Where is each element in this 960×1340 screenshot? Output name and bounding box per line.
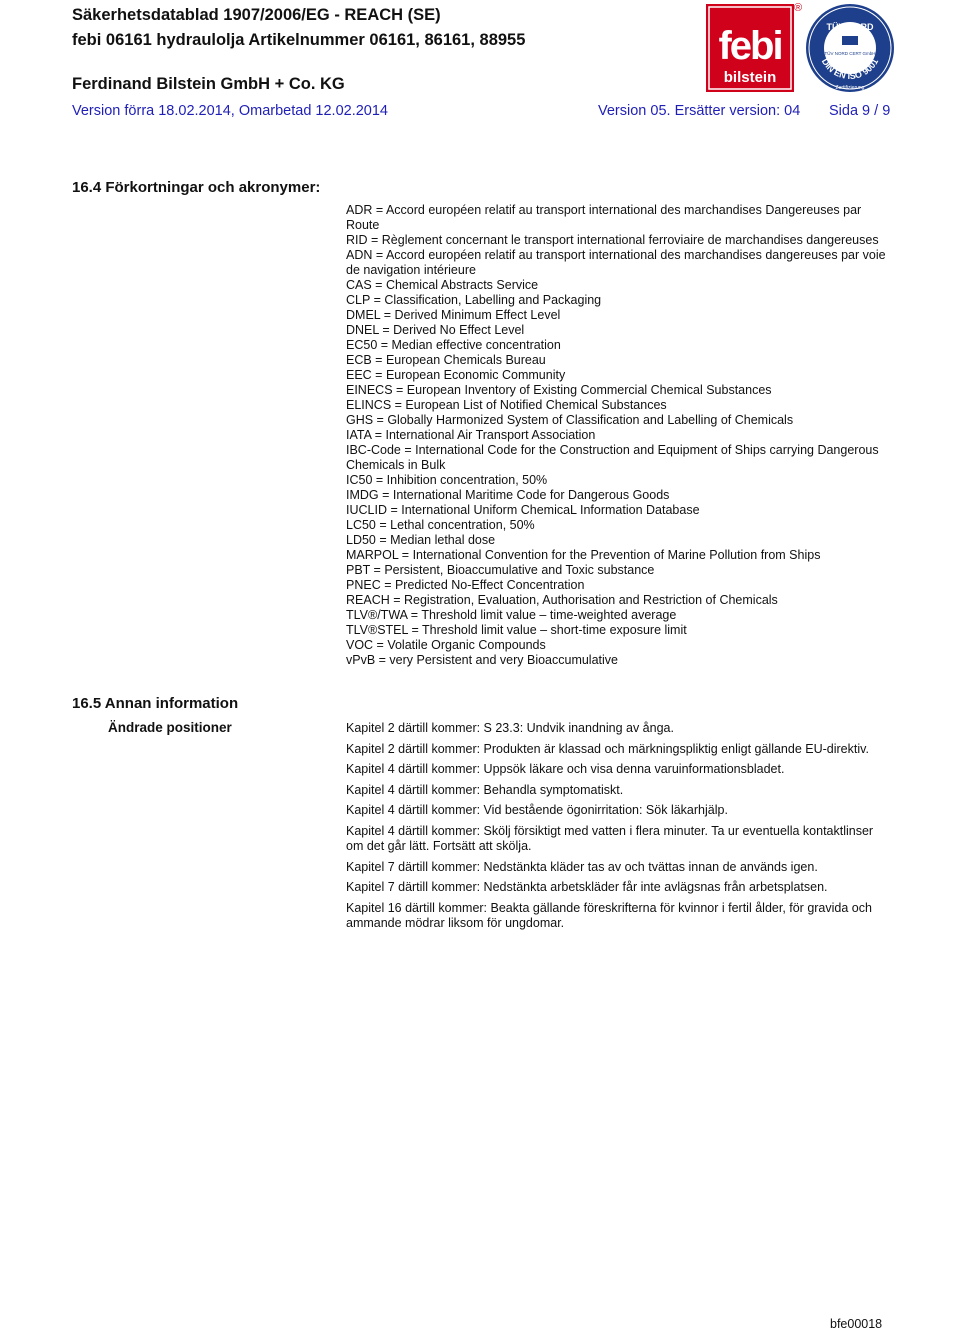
tuv-nord-label: TÜV NORD	[826, 22, 874, 32]
abbreviation-list	[346, 203, 896, 668]
abbreviation-item: IC50 = Inhibition concentration, 50%	[346, 473, 548, 487]
abbreviation-item: IMDG = International Maritime Code for Dangerous Goods	[346, 488, 670, 502]
change-item: Kapitel 7 därtill kommer: Nedstänkta kläder tas av och tvättas innan de används igen.	[346, 859, 818, 874]
change-item: Kapitel 4 därtill kommer: Uppsök läkare och visa denna varuinformationsbladet.	[346, 762, 785, 777]
abbreviation-item: ELINCS = European List of Notified Chemical Substances	[346, 398, 667, 412]
abbreviation-item: PNEC = Predicted No-Effect Concentration	[346, 578, 585, 592]
registered-mark: ®	[794, 2, 803, 14]
document-title: Säkerhetsdatablad 1907/2006/EG - REACH (SE)	[72, 6, 441, 24]
abbreviation-item: ADN = Accord européen relatif au transport international des marchandises dangereuses par voie de navigation intérieure	[346, 248, 886, 277]
change-item: Kapitel 4 därtill kommer: Behandla symptomatiskt.	[346, 782, 624, 797]
abbreviation-item: EINECS = European Inventory of Existing Commercial Chemical Substances	[346, 383, 772, 397]
abbreviation-item: EEC = European Economic Community	[346, 368, 566, 382]
page-number: Sida 9 / 9	[829, 103, 891, 119]
abbreviation-item: CAS = Chemical Abstracts Service	[346, 278, 539, 292]
change-item: Kapitel 2 därtill kommer: Produkten är klassad och märkningspliktig enligt gällande EU-direktiv.	[346, 741, 869, 756]
abbreviation-item: IBC-Code = International Code for the Construction and Equipment of Ships carrying Dangerous Chemicals in Bulk	[346, 443, 879, 472]
changes-list	[346, 721, 876, 936]
abbreviation-item: DMEL = Derived Minimum Effect Level	[346, 308, 561, 322]
abbreviation-item: MARPOL = International Convention for the Prevention of Marine Pollution from Ships	[346, 548, 821, 562]
version-current: Version 05. Ersätter version: 04	[598, 103, 801, 119]
change-item: Kapitel 4 därtill kommer: Vid bestående ögonirritation: Sök läkarhjälp.	[346, 803, 728, 818]
abbreviation-item: GHS = Globally Harmonized System of Classification and Labelling of Chemicals	[346, 413, 794, 427]
abbreviation-item: DNEL = Derived No Effect Level	[346, 323, 525, 337]
abbreviation-item: EC50 = Median effective concentration	[346, 338, 561, 352]
bilstein-wordmark: bilstein	[723, 69, 777, 86]
tuv-zertifizierung-label: Zertifizierung	[835, 85, 865, 91]
version-previous: Version förra 18.02.2014, Omarbetad 12.02.2014	[72, 103, 388, 119]
abbreviation-item: vPvB = very Persistent and very Bioaccumulative	[346, 653, 618, 667]
changed-positions-label: Ändrade positioner	[108, 720, 232, 735]
change-item: Kapitel 7 därtill kommer: Nedstänkta arbetskläder får inte avlägsnas från arbetsplatsen.	[346, 880, 828, 895]
abbreviation-item: CLP = Classification, Labelling and Packaging	[346, 293, 602, 307]
section-16-5-heading: 16.5 Annan information	[72, 695, 239, 712]
febi-bilstein-logo	[706, 4, 794, 92]
abbreviation-item: VOC = Volatile Organic Compounds	[346, 638, 546, 652]
iso-9001-ring-text: DIN EN ISO 9001	[819, 56, 881, 82]
abbreviation-item: ECB = European Chemicals Bureau	[346, 353, 546, 367]
abbreviation-item: ADR = Accord européen relatif au transport international des marchandises Dangereuses par Route	[346, 203, 862, 232]
change-item: Kapitel 2 därtill kommer: S 23.3: Undvik inandning av ånga.	[346, 721, 674, 735]
product-line: febi 06161 hydraulolja Artikelnummer 06161, 86161, 88955	[72, 31, 526, 49]
company-name: Ferdinand Bilstein GmbH + Co. KG	[72, 75, 345, 93]
abbreviation-item: IATA = International Air Transport Association	[346, 428, 596, 442]
tuv-nord-certification-seal	[805, 3, 895, 93]
abbreviation-item: REACH = Registration, Evaluation, Authorisation and Restriction of Chemicals	[346, 593, 778, 607]
section-16-4-heading: 16.4 Förkortningar och akronymer:	[72, 179, 321, 196]
febi-wordmark: febi	[718, 24, 782, 68]
change-item: Kapitel 16 därtill kommer: Beakta gällande föreskrifterna för kvinnor i fertil ålder, för gravida och ammande mödrar liksom för ungdomar.	[346, 900, 872, 930]
footer-document-code: bfe00018	[830, 1317, 883, 1331]
abbreviation-item: LC50 = Lethal concentration, 50%	[346, 518, 535, 532]
abbreviation-item: RID = Règlement concernant le transport international ferroviaire de marchandises dangereuses	[346, 233, 879, 247]
abbreviation-item: TLV®STEL = Threshold limit value – short-time exposure limit	[346, 623, 687, 637]
abbreviation-item: PBT = Persistent, Bioaccumulative and Toxic substance	[346, 563, 655, 577]
abbreviation-item: IUCLID = International Uniform ChemicaL Information Database	[346, 503, 700, 517]
change-item: Kapitel 4 därtill kommer: Skölj försiktigt med vatten i flera minuter. Ta ur eventuella kontaktlinser om det går lätt. Fortsätt att skölja.	[346, 823, 874, 853]
abbreviation-item: LD50 = Median lethal dose	[346, 533, 496, 547]
abbreviation-item: TLV®/TWA = Threshold limit value – time-weighted average	[346, 608, 677, 622]
tuv-cert-label: TÜV NORD CERT GmbH	[824, 51, 876, 56]
